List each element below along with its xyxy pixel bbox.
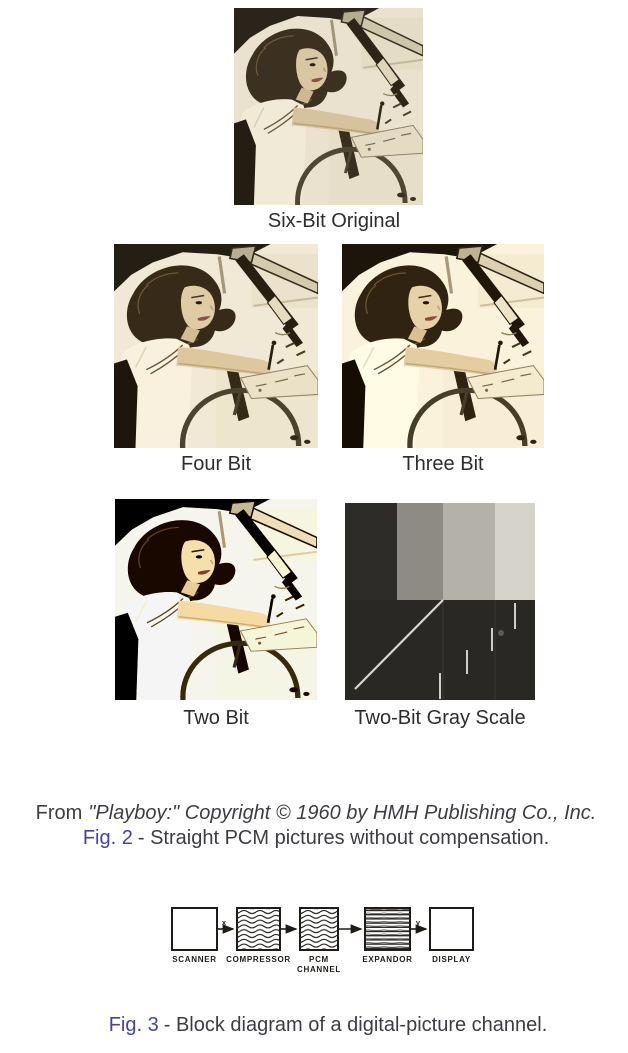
caption-three-bit: Three Bit bbox=[402, 453, 484, 475]
fig3-caption bbox=[109, 1013, 548, 1037]
fig3-text: - Block diagram of a digital-picture channel. bbox=[163, 1014, 548, 1036]
expandor-box bbox=[365, 908, 410, 950]
pcm-label-line1: PCM bbox=[309, 955, 329, 964]
display-box bbox=[430, 908, 473, 950]
fig2-caption bbox=[83, 826, 549, 850]
credit-prefix: From bbox=[35, 802, 83, 824]
credit-line bbox=[36, 801, 597, 825]
fig3-label: Fig. 3 bbox=[108, 1014, 159, 1036]
caption-two-bit-gray-scale: Two-Bit Gray Scale bbox=[354, 707, 526, 729]
compressor-box bbox=[237, 908, 280, 950]
caption-four-bit: Four Bit bbox=[180, 453, 252, 475]
caption-six-bit-original: Six-Bit Original bbox=[267, 210, 401, 232]
compressor-label: COMPRESSOR bbox=[226, 955, 291, 964]
credit-body: "Playboy:" Copyright © 1960 by HMH Publishing Co., Inc. bbox=[88, 802, 597, 824]
two-bit-gray-scale-image bbox=[345, 503, 535, 700]
display-label: DISPLAY bbox=[432, 955, 471, 964]
arrow-label-y: y bbox=[415, 918, 421, 927]
scanner-label: SCANNER bbox=[172, 955, 217, 964]
photo-four-bit bbox=[114, 244, 318, 448]
scanner-box bbox=[172, 908, 217, 950]
caption-two-bit: Two Bit bbox=[183, 707, 249, 729]
expandor-label: EXPANDOR bbox=[362, 955, 413, 964]
fig2-label: Fig. 2 bbox=[82, 827, 133, 849]
photo-six-bit-original bbox=[234, 8, 423, 205]
arrow-label-x: x bbox=[221, 918, 227, 927]
block-diagram bbox=[160, 900, 490, 985]
photo-three-bit bbox=[342, 244, 544, 448]
pcm-channel-box bbox=[300, 908, 338, 950]
photo-two-bit bbox=[115, 499, 317, 700]
fig2-text: - Straight PCM pictures without compensation. bbox=[137, 827, 550, 849]
pcm-label-line2: CHANNEL bbox=[296, 965, 342, 974]
